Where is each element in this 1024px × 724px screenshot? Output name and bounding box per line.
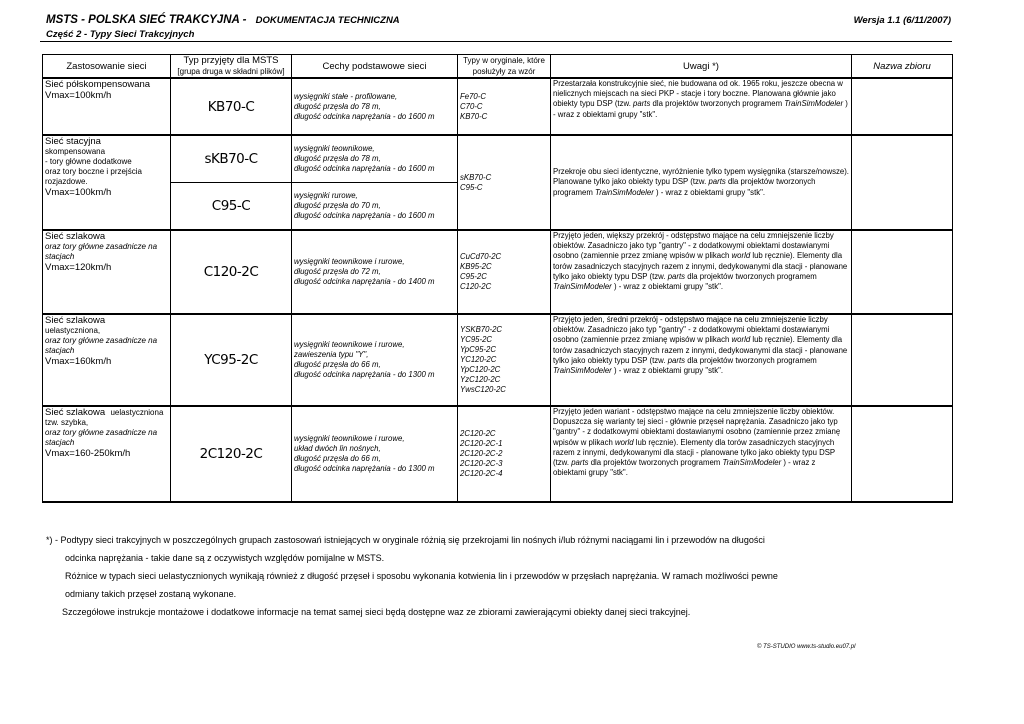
cell-use	[43, 406, 171, 502]
col-header-orig	[458, 55, 551, 79]
use-line: rozjazdowe.	[45, 177, 88, 186]
use-line: - tory główne dodatkowe	[45, 157, 132, 166]
cell-orig	[458, 78, 551, 135]
col-header-notes: Uwagi *)	[551, 55, 852, 79]
orig-type: 2C120-2C-1	[460, 439, 503, 448]
use-line: oraz tory główne zasadnicze na	[45, 428, 158, 437]
use-name: Sieć szlakowa	[45, 315, 106, 326]
orig-type: 2C120-2C-4	[460, 469, 503, 478]
use-speed: Vmax=100km/h	[45, 90, 112, 101]
cell-features	[292, 230, 458, 314]
part-subtitle: Część 2 - Typy Sieci Trakcyjnych	[46, 29, 195, 40]
cell-features	[292, 406, 458, 502]
copyright-footer: © TS-STUDIO www.ts-studio.eu07.pl	[757, 644, 856, 650]
orig-type: Fe70-C	[460, 91, 486, 101]
cell-use	[43, 135, 171, 230]
title-doc: DOKUMENTACJA TECHNICZNA	[255, 15, 400, 26]
feature-line: wysięgniki stałe - profilowane,	[294, 91, 398, 101]
feature-line: długość przęsła do 70 m,	[294, 201, 381, 210]
orig-type: YC120-2C	[460, 355, 497, 364]
cell-notes: Przekroje obu sieci identyczne, wyróżnienie tylko typem wysięgnika (starsze/nowsze). Planowane tylko jako obiekty typu DSP (tzw. parts dla projektów tworzonych programem TrainSimModeler ) - wraz z obiektami grupy "stk".	[551, 135, 852, 230]
feature-line: wysięgniki teownikowe i rurowe,	[294, 434, 405, 443]
feature-line: zawieszenia typu "Y",	[294, 350, 369, 359]
document-title	[46, 14, 400, 26]
orig-type: KB95-2C	[460, 262, 492, 271]
feature-line: długość odcinka naprężania - do 1300 m	[294, 370, 435, 379]
footnote	[46, 531, 946, 621]
table-row	[43, 230, 953, 314]
use-line: oraz tory boczne i przejścia	[45, 167, 142, 176]
cell-name	[852, 406, 953, 502]
col-header-type-l2: [grupa druga w składni plików]	[177, 67, 285, 76]
cell-type: KB70-C	[171, 78, 292, 135]
orig-type: YpC120-2C	[460, 365, 501, 374]
use-name: Sieć szlakowa	[45, 231, 106, 242]
use-name: Sieć stacyjna	[45, 136, 101, 147]
use-sub: uelastyczniona,	[45, 326, 101, 335]
footnote-line: Szczegółowe instrukcje montażowe i dodatkowe informacje na temat samej sieci będą dostępne waz ze zbiorami zawierającymi obiekty danej sieci trakcyjnej.	[62, 607, 691, 617]
cell-features	[292, 314, 458, 406]
cell-features	[292, 78, 458, 135]
cell-notes: Przyjęto jeden, średni przekrój - odstępstwo mające na celu zmniejszenie liczby obiektów. Zasadniczo jako typ "gantry" - z dodatkowymi obiektami dostawianymi osobno (zamiennie przez zmianę wpisów w plikach world lub ręcznie). Elementy dla torów zasadniczych stacyjnych razem z innymi, dedykowanymi dla stacji - planowane tylko jako obiekty typu DSP (tzw. parts dla projektów tworzonych programem TrainSimModeler ) - wraz z obiektami grupy "stk".	[551, 314, 852, 406]
orig-type: YwsC120-2C	[460, 385, 506, 394]
use-sub: skompensowana	[45, 147, 106, 156]
cell-type: 2C120-2C	[171, 406, 292, 502]
table-row	[43, 135, 953, 183]
use-name: Sieć szlakowa uelastyczniona	[45, 407, 164, 418]
orig-type: KB70-C	[460, 111, 488, 121]
feature-line: układ dwóch lin nośnych,	[294, 444, 381, 453]
cell-name	[852, 135, 953, 230]
cell-type: C95-C	[171, 183, 292, 231]
cell-type: YC95-2C	[171, 314, 292, 406]
table-row	[43, 78, 953, 135]
use-line: stacjach	[45, 346, 75, 355]
cell-name	[852, 78, 953, 135]
footnote-line: *) - Podtypy sieci trakcyjnych w poszczególnych grupach zastosowań istniejących w oryginale różnią się przekrojami lin nośnych i/lub różnymi naciągami lin i przewodów na długości	[46, 535, 765, 545]
use-speed: Vmax=120km/h	[45, 262, 112, 273]
table-row	[43, 406, 953, 502]
table-header-row	[43, 55, 953, 79]
use-speed: Vmax=160km/h	[45, 356, 112, 367]
orig-type: C70-C	[460, 101, 483, 111]
feature-line: długość przęsła do 66 m,	[294, 454, 381, 463]
orig-type: YSKB70-2C	[460, 325, 503, 334]
orig-type: C95-C	[460, 182, 483, 192]
use-line: oraz tory główne zasadnicze na	[45, 242, 158, 251]
feature-line: długość przęsła do 66 m,	[294, 360, 381, 369]
orig-type: C95-2C	[460, 272, 487, 281]
orig-type: 2C120-2C	[460, 429, 496, 438]
use-line: stacjach	[45, 252, 75, 261]
feature-line: długość przęsła do 78 m,	[294, 154, 381, 163]
cell-name	[852, 314, 953, 406]
cell-notes: Przyjęto jeden, większy przekrój - odstępstwo mające na celu zmniejszenie liczby obiektów. Zasadniczo jako typ "gantry" - z dodatkowymi obiektami dostawianymi osobno (zamiennie przez zmianę wpisów w plikach world lub ręcznie). Elementy dla torów zasadniczych stacyjnych razem z innymi, dedykowanymi dla stacji - planowane tylko jako obiekty typu DSP (tzw. parts dla projektów tworzonych programem TrainSimModeler ) - wraz z obiektami grupy "stk".	[551, 230, 852, 314]
feature-line: wysięgniki teownikowe,	[294, 144, 375, 153]
feature-line: długość odcinka naprężania - do 1600 m	[294, 111, 435, 121]
col-header-orig-l2: posłużyły za wzór	[472, 67, 536, 76]
feature-line: długość odcinka naprężania - do 1400 m	[294, 277, 435, 286]
use-sub: tzw. szybka,	[45, 418, 89, 427]
use-speed: Vmax=100km/h	[45, 187, 112, 198]
feature-line: długość odcinka naprężania - do 1600 m	[294, 211, 435, 220]
feature-line: długość przęsła do 78 m,	[294, 101, 381, 111]
table-row	[43, 314, 953, 406]
cell-features	[292, 135, 458, 183]
orig-type: CuCd70-2C	[460, 252, 502, 261]
col-header-type-l1: Typ przyjęty dla MSTS	[183, 55, 279, 66]
orig-type: YC95-2C	[460, 335, 493, 344]
col-header-features: Cechy podstawowe sieci	[292, 55, 458, 79]
header-divider	[40, 41, 952, 42]
cell-use	[43, 314, 171, 406]
orig-type: 2C120-2C-2	[460, 449, 503, 458]
footnote-line: odmiany takich przęseł zostaną wykonane.	[65, 589, 237, 599]
cell-orig	[458, 135, 551, 230]
cell-name	[852, 230, 953, 314]
footnote-line: odcinka naprężania - takie dane są z oczywistych względów pomijalne w MSTS.	[65, 553, 385, 563]
feature-line: wysięgniki rurowe,	[294, 191, 358, 200]
col-header-orig-l1: Typy w oryginale, które	[463, 56, 545, 65]
orig-type: 2C120-2C-3	[460, 459, 503, 468]
col-header-name: Nazwa zbioru	[852, 55, 953, 79]
cell-notes: Przyjęto jeden wariant - odstępstwo mające na celu zmniejszenie liczby obiektów. Dopuszcza się warianty tej sieci - głównie przęseł naprężania. Zasadniczo jako typ "gantry" - z dodatkowymi obiektami dostawianymi osobno (zamiennie przez zmianę wpisów w plikach world lub ręcznie). Elementy dla torów zasadniczych stacyjnych razem z innymi, dedykowanymi dla stacji - planowane tylko jako obiekty typu DSP (tzw. parts dla projektów tworzonych programem TrainSimModeler ) - wraz z obiektami grupy "stk".	[551, 406, 852, 502]
use-name: Sieć półskompensowana	[45, 79, 151, 90]
orig-type: sKB70-C	[460, 172, 492, 182]
footnote-line: Różnice w typach sieci uelastycznionych wynikają również z długość przęseł i sposobu wykonania kotwienia lin i przewodów w przęsłach naprężania. W ramach możliwości pewne	[65, 571, 778, 581]
cell-use	[43, 230, 171, 314]
feature-line: wysięgniki teownikowe i rurowe,	[294, 257, 405, 266]
version-label: Wersja 1.1 (6/11/2007)	[853, 15, 951, 26]
col-header-use: Zastosowanie sieci	[43, 55, 171, 79]
feature-line: długość odcinka naprężania - do 1300 m	[294, 464, 435, 473]
use-speed: Vmax=160-250km/h	[45, 448, 131, 459]
col-header-type	[171, 55, 292, 79]
feature-line: wysięgniki teownikowe i rurowe,	[294, 340, 405, 349]
cell-orig	[458, 314, 551, 406]
cell-features	[292, 183, 458, 231]
orig-type: YpC95-2C	[460, 345, 496, 354]
orig-type: C120-2C	[460, 282, 492, 291]
feature-line: długość odcinka naprężania - do 1600 m	[294, 164, 435, 173]
use-line: stacjach	[45, 438, 75, 447]
use-line: oraz tory główne zasadnicze na	[45, 336, 158, 345]
cell-orig	[458, 230, 551, 314]
title-main: MSTS - POLSKA SIEĆ TRAKCYJNA -	[46, 14, 247, 26]
cell-use	[43, 78, 171, 135]
feature-line: długość przęsła do 72 m,	[294, 267, 381, 276]
cell-type: sKB70-C	[171, 135, 292, 183]
cell-orig	[458, 406, 551, 502]
cell-type: C120-2C	[171, 230, 292, 314]
orig-type: YzC120-2C	[460, 375, 501, 384]
cell-notes: Przestarzała konstrukcyjnie sieć, nie budowana od ok. 1965 roku, jeszcze obecna w nielicznych miejscach na sieci PKP - stacje i tory boczne. Planowana głównie jako obiekty typu DSP (tzw. parts dla projektów tworzonych programem TrainSimModeler ) - wraz z obiektami grupy "stk".	[551, 78, 852, 135]
network-types-table	[42, 54, 953, 503]
